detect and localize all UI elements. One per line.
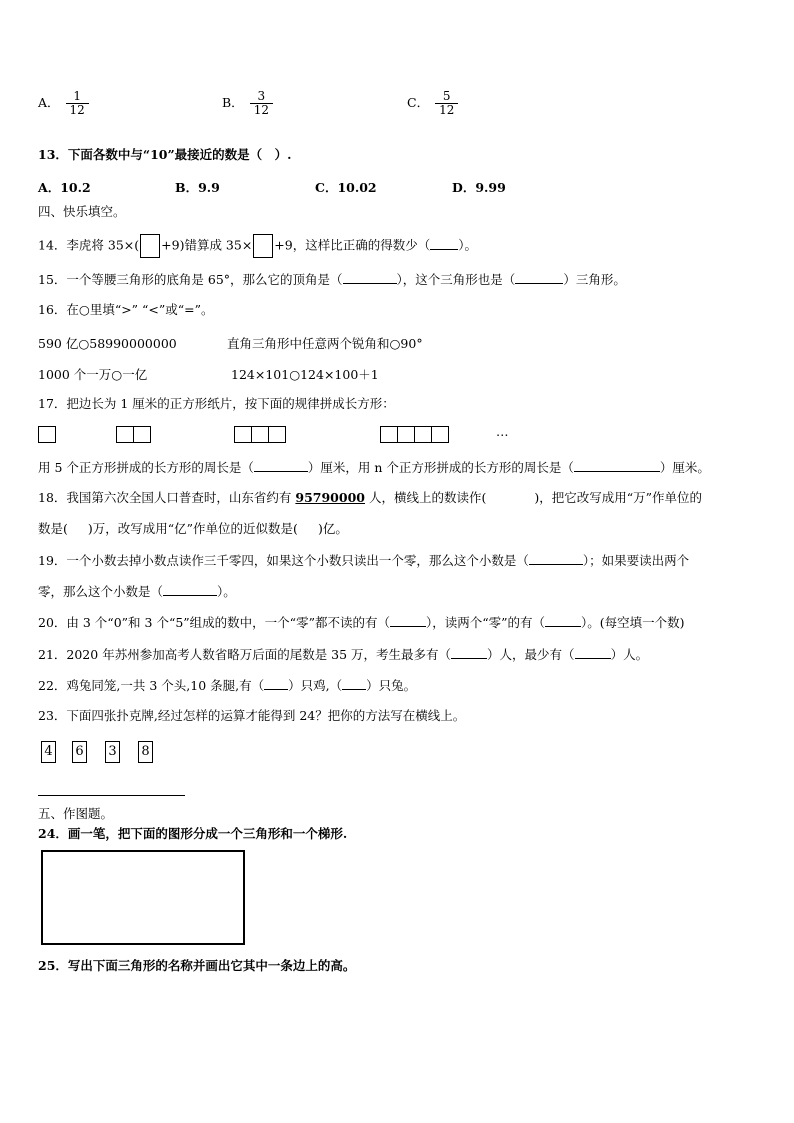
fraction: $\frac{5}{12}$ [435, 90, 458, 117]
question-18-line-2: 数是( )万，改写成用“亿”作单位的近似数是( )亿。 [38, 521, 348, 536]
question-25: 25．写出下面三角形的名称并画出它其中一条边上的高。 [38, 958, 356, 973]
option-a: A． $\frac{1}{12}$ [38, 90, 89, 117]
question-15: 15．一个等腰三角形的底角是 65°，那么它的顶角是（ ），这个三角形也是（ ）三角形。 [38, 272, 626, 287]
answer-blank[interactable] [163, 583, 217, 596]
question-13: 13．下面各数中与“10”最接近的数是（ ）. [38, 147, 292, 162]
answer-blank[interactable] [574, 459, 660, 472]
question-19-line-2: 零，那么这个小数是（ ）。 [38, 584, 236, 599]
question-24: 24．画一笔，把下面的图形分成一个三角形和一个梯形. [38, 826, 348, 841]
question-17-answer: 用 5 个正方形拼成的长方形的周长是（ ）厘米，用 n 个正方形拼成的长方形的周长是（ ）厘米。 [38, 460, 710, 475]
fraction: $\frac{3}{12}$ [250, 90, 273, 117]
answer-blank[interactable] [390, 614, 426, 627]
compare-item: 124×101○124×100＋1 [231, 367, 379, 382]
answer-blank[interactable] [343, 271, 397, 284]
question-14: 14．李虎将 35×( +9)错算成 35× +9，这样比正确的得数少（ ）。 [38, 234, 477, 258]
answer-blank[interactable] [529, 552, 583, 565]
poker-card: 6 [72, 741, 87, 763]
question-19: 19．一个小数去掉小数点读作三千零四，如果这个小数只读出一个零，那么这个小数是（ ）；如果要读出两个 [38, 553, 690, 568]
blank-box[interactable] [140, 234, 160, 258]
question-22: 22．鸡兔同笼,一共 3 个头,10 条腿,有（ ）只鸡,（ ）只兔。 [38, 678, 417, 693]
poker-card: 3 [105, 741, 120, 763]
question-21: 21．2020 年苏州参加高考人数省略万后面的尾数是 35 万，考生最多有（ ）人，最少有（ ）人。 [38, 647, 649, 662]
option-d: D．9.99 [452, 180, 506, 195]
option-a: A．10.2 [38, 180, 91, 195]
compare-item: 1000 个一万○一亿 [38, 367, 148, 382]
answer-blank[interactable] [451, 646, 487, 659]
answer-blank[interactable] [545, 614, 581, 627]
ellipsis: … [496, 424, 509, 439]
answer-blank[interactable] [575, 646, 611, 659]
underlined-number: 95790000 [295, 490, 365, 505]
option-c: C． $\frac{5}{12}$ [407, 90, 458, 117]
compare-item: 590 亿○58990000000 [38, 336, 177, 351]
square-row-2 [116, 426, 151, 443]
question-20: 20．由 3 个“0”和 3 个“5”组成的数中，一个“零”都不读的有（ ），读两个“零”的有（ ）。(每空填一个数) [38, 615, 685, 630]
rectangle-figure[interactable] [41, 850, 245, 945]
question-18: 18．我国第六次全国人口普查时，山东省约有 95790000 人，横线上的数读作( )，把它改写成用“万”作单位的 [38, 490, 703, 505]
square-row-1 [38, 426, 56, 443]
answer-blank[interactable] [515, 271, 563, 284]
option-b: B．9.9 [175, 180, 220, 195]
blank-box[interactable] [253, 234, 273, 258]
answer-blank[interactable] [264, 677, 288, 690]
answer-blank[interactable] [254, 459, 308, 472]
fraction: $\frac{1}{12}$ [66, 90, 89, 117]
answer-line[interactable] [38, 795, 185, 796]
answer-blank[interactable] [430, 237, 458, 250]
question-17: 17．把边长为 1 厘米的正方形纸片，按下面的规律拼成长方形： [38, 396, 395, 411]
poker-card: 4 [41, 741, 56, 763]
section-heading-4: 四、快乐填空。 [38, 204, 126, 219]
question-16: 16．在○里填“>” “<”或“=”。 [38, 302, 214, 317]
option-c: C．10.02 [315, 180, 377, 195]
answer-blank[interactable] [342, 677, 366, 690]
question-23: 23．下面四张扑克牌,经过怎样的运算才能得到 24？把你的方法写在横线上。 [38, 708, 466, 723]
square-row-3 [234, 426, 286, 443]
option-b: B． $\frac{3}{12}$ [222, 90, 273, 117]
section-heading-5: 五、作图题。 [38, 806, 114, 821]
square-row-4 [380, 426, 449, 443]
poker-card: 8 [138, 741, 153, 763]
compare-item: 直角三角形中任意两个锐角和○90° [227, 336, 423, 351]
